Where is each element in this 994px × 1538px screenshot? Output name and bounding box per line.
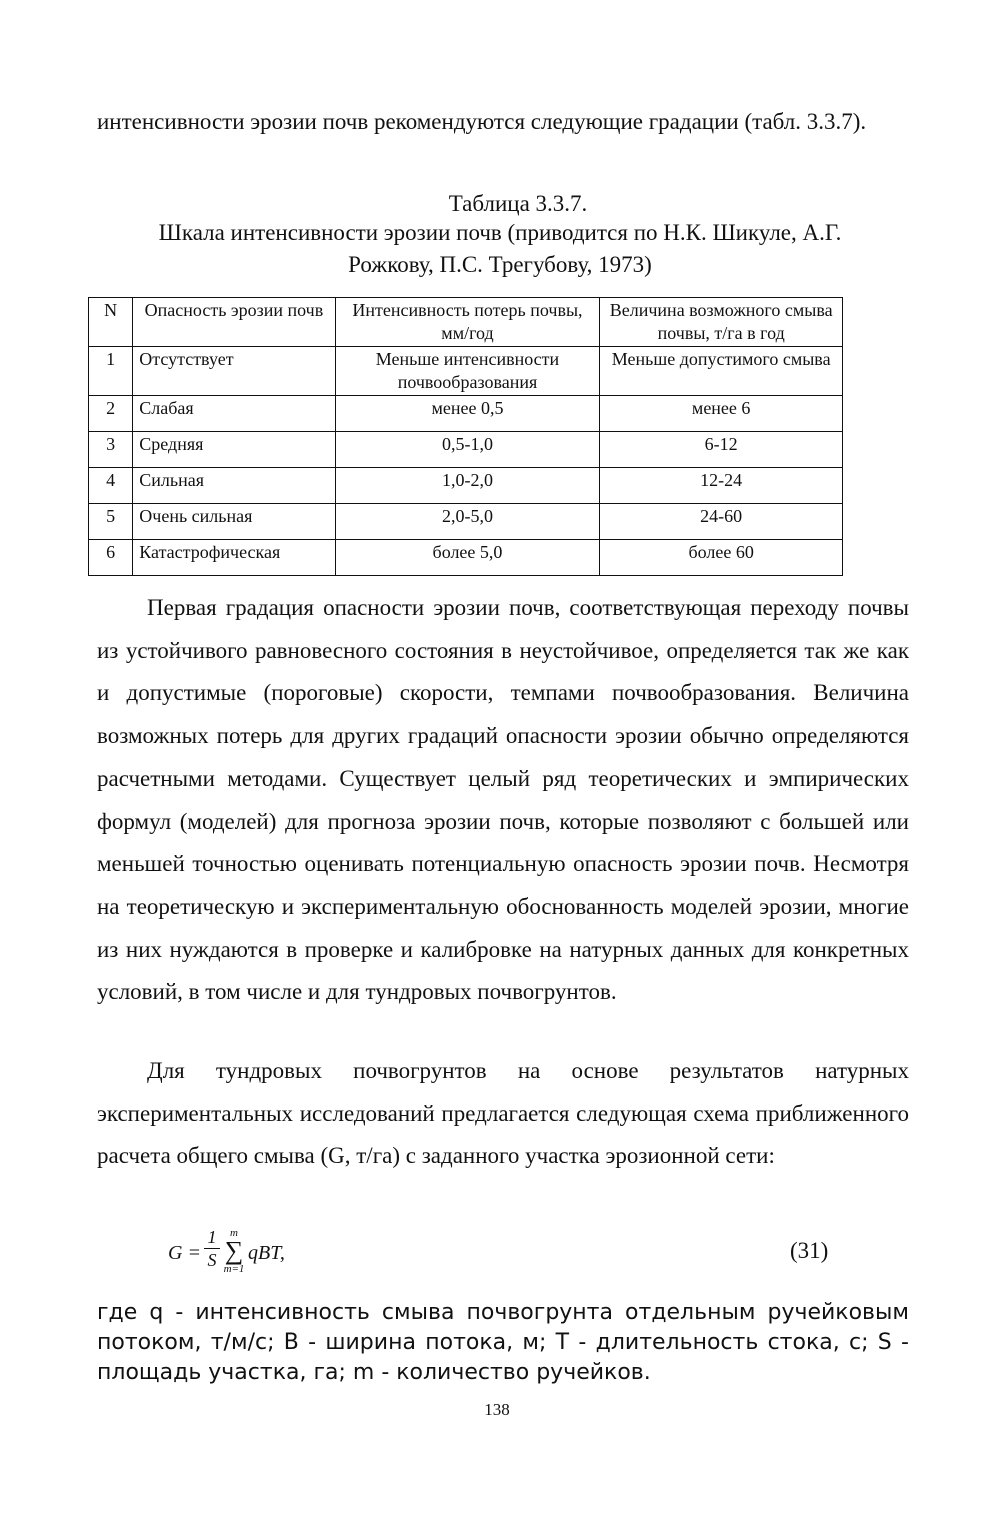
table-cell: более 5,0	[335, 540, 600, 576]
table-cell: Отсутствует	[133, 347, 335, 396]
table-cell: 1	[89, 347, 133, 396]
table-cell: 0,5-1,0	[335, 432, 600, 468]
table-row	[89, 396, 843, 432]
header-cell-washout: Величина возможного смыва почвы, т/га в год	[600, 298, 843, 347]
formula-fraction	[204, 1226, 220, 1271]
table-cell: Меньше допустимого смыва	[600, 347, 843, 396]
table-caption: Шкала интенсивности эрозии почв (приводится по Н.К. Шикуле, А.Г. Рожкову, П.С. Трегубову, 1973)	[158, 220, 842, 277]
body-paragraph-1: Первая градация опасности эрозии почв, соответствующая переходу почвы из устойчивого равновесного состояния в неустойчивое, определяется так же как и допустимые (пороговые) скорости, темпами почвообразования. Величина возможных потерь для других градаций опасности эрозии обычно определяются расчетными методами. Существует целый ряд теоретических и эмпирических формул (моделей) для прогноза эрозии почв, которые позволяют с большей или меньшей точностью оценивать потенциальную опасность эрозии почв. Несмотря на теоретическую и экспериментальную обоснованность моделей эрозии, многие из них нуждаются в проверке и калибровке на натурных данных для конкретных условий, в том числе и для тундровых почвогрунтов.	[97, 595, 909, 1005]
table-header-row	[89, 298, 843, 347]
table-cell: Сильная	[133, 468, 335, 504]
table-cell: менее 6	[600, 396, 843, 432]
formula-31	[168, 1222, 368, 1282]
table-row	[89, 540, 843, 576]
table-cell: Средняя	[133, 432, 335, 468]
erosion-scale-table	[88, 297, 843, 576]
formula-sum-upper: m	[230, 1227, 238, 1239]
table-cell: 1,0-2,0	[335, 468, 600, 504]
table-cell: 4	[89, 468, 133, 504]
table-cell: 6-12	[600, 432, 843, 468]
table-cell: 6	[89, 540, 133, 576]
page-number: 138	[484, 1400, 510, 1419]
table-row	[89, 468, 843, 504]
formula-lhs: G =	[168, 1242, 201, 1264]
formula-sum-lower: m=1	[223, 1263, 245, 1275]
table-cell: 2,0-5,0	[335, 504, 600, 540]
header-cell-n: N	[89, 298, 133, 347]
table-cell: менее 0,5	[335, 396, 600, 432]
header-cell-intensity: Интенсивность потерь почвы, мм/год	[335, 298, 600, 347]
table-cell: 2	[89, 396, 133, 432]
intro-paragraph: интенсивности эрозии почв рекомендуются следующие градации (табл. 3.3.7).	[97, 109, 867, 134]
table-number-label	[0, 188, 994, 220]
table-cell: Очень сильная	[133, 504, 335, 540]
formula-rhs: qBT,	[248, 1242, 285, 1264]
table-row	[89, 504, 843, 540]
body-paragraph-2: Для тундровых почвогрунтов на основе результатов натурных экспериментальных исследований предлагается следующая схема приближенного расчета общего смыва (G, т/га) с заданного участка эрозионной сети:	[97, 1058, 909, 1169]
formula-fraction-numerator: 1	[207, 1227, 217, 1247]
table-cell: 5	[89, 504, 133, 540]
formula-legend: где q - интенсивность смыва почвогрунта отдельным ручейковым потоком, т/м/с; B - ширина потока, м; T - длительность стока, с; S - площадь участка, га; m - количество ручейков.	[97, 1300, 909, 1385]
table-cell: более 60	[600, 540, 843, 576]
header-cell-danger: Опасность эрозии почв	[133, 298, 335, 347]
table-cell: 12-24	[600, 468, 843, 504]
table-cell: Катастрофическая	[133, 540, 335, 576]
equation-number: (31)	[790, 1238, 829, 1263]
table-row	[89, 347, 843, 396]
table-cell: 3	[89, 432, 133, 468]
formula-sum	[222, 1228, 246, 1274]
table-number-text: Таблица 3.3.7.	[448, 191, 588, 216]
sigma-symbol: ∑	[224, 1236, 244, 1265]
table-cell: 24-60	[600, 504, 843, 540]
table-cell: Слабая	[133, 396, 335, 432]
table-row	[89, 432, 843, 468]
formula-fraction-denominator: S	[204, 1248, 220, 1271]
table-cell: Меньше интенсивности почвообразования	[335, 347, 600, 396]
